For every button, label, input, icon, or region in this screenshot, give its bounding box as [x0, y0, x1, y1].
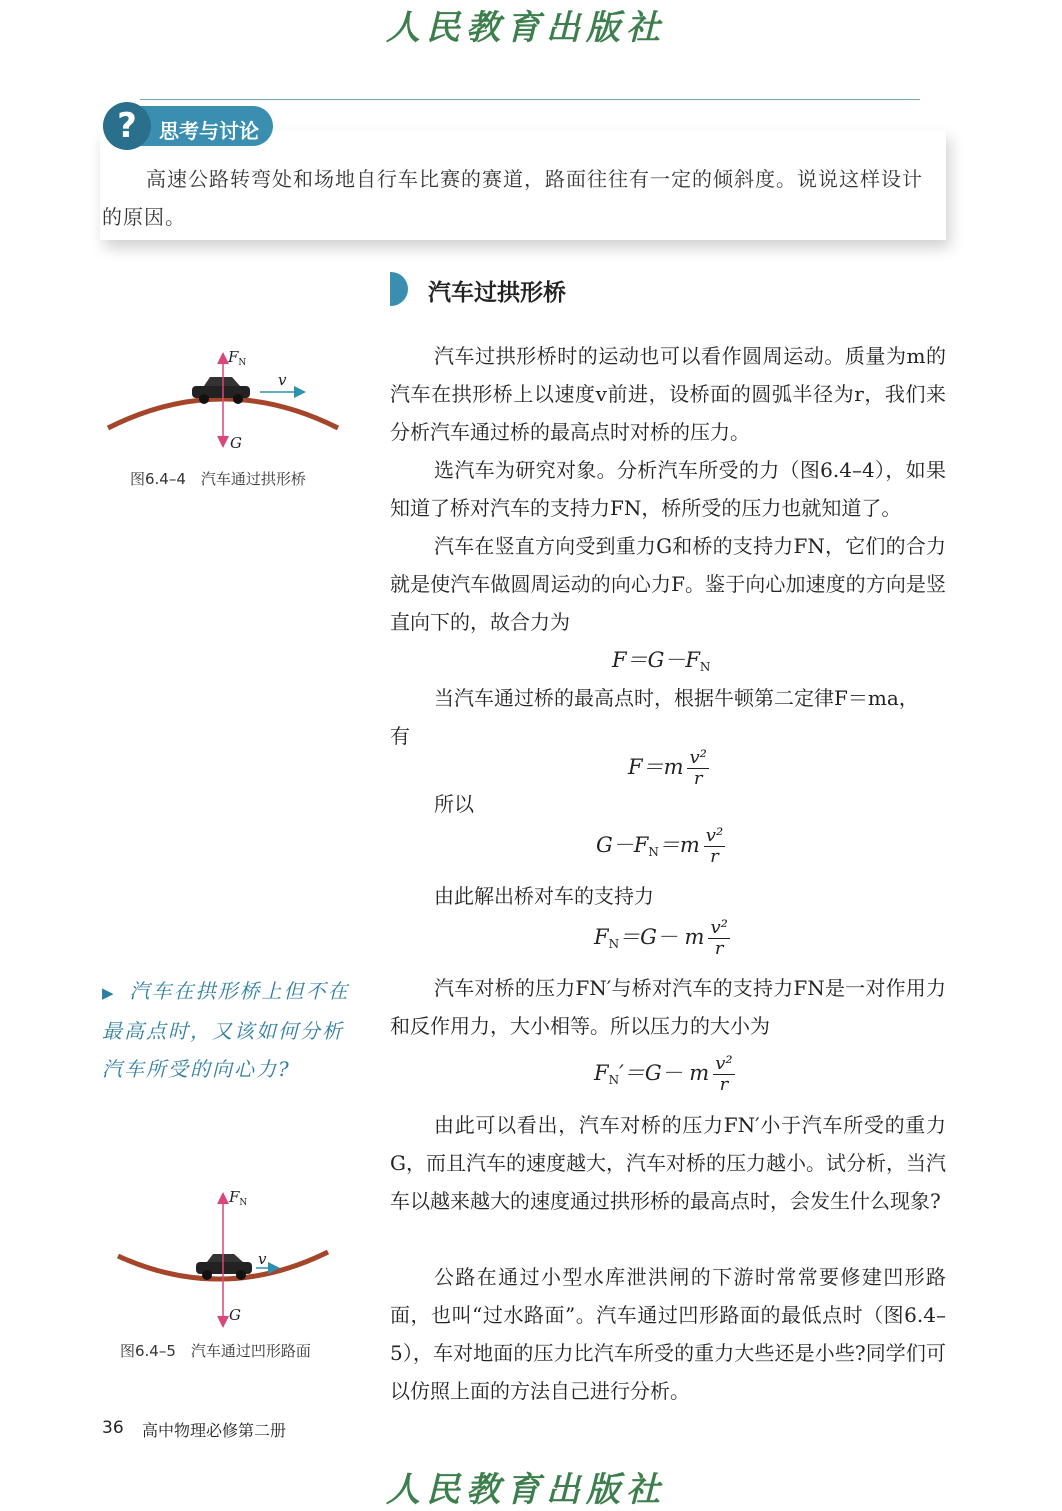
side-note-text: 汽车在拱形桥上但不在最高点时，又该如何分析汽车所受的向心力? [102, 979, 350, 1081]
paragraph-6: 由此解出桥对车的支持力 [434, 884, 654, 908]
figure-arch-bridge [100, 340, 350, 460]
paragraph-2: 选汽车为研究对象。分析汽车所受的力（图6.4–4），如果知道了桥对汽车的支持力FN，桥所受的压力也就知道了。 [390, 458, 946, 520]
book-title: 高中物理必修第二册 [142, 1421, 287, 1440]
section-title: 汽车过拱形桥 [428, 280, 566, 306]
paragraph-9: 公路在通过小型水库泄洪闸的下游时常常要修建凹形路面，也叫“过水路面”。汽车通过凹形路面的最低点时（图6.4–5），车对地面的压力比汽车所受的重力大些还是小些?同学们可以仿照上面的方法自己进行分析。 [390, 1265, 946, 1403]
think-discuss-title: 思考与讨论 [159, 119, 259, 143]
think-discuss-text: 高速公路转弯处和场地自行车比赛的赛道，路面往往有一定的倾斜度。说说这样设计的原因。 [102, 167, 923, 229]
label-g: G [229, 1306, 241, 1324]
side-note-marker-icon: ▶ [102, 984, 116, 1002]
label-v: v [278, 371, 287, 389]
think-discuss-badge [103, 106, 273, 146]
figure-1-caption: 图6.4–4 汽车通过拱形桥 [130, 470, 306, 488]
label-fn: $F_N$ [229, 1188, 248, 1208]
paragraph-3: 汽车在竖直方向受到重力G和桥的支持力FN，它们的合力就是使汽车做圆周运动的向心力F。鉴于向心加速度的方向是竖直向下的，故合力为 [390, 534, 946, 634]
page-number: 36 [102, 1418, 124, 1438]
question-icon: ? [103, 102, 151, 150]
paragraph-1: 汽车过拱形桥时的运动也可以看作圆周运动。质量为m的汽车在拱形桥上以速度v前进，设桥面的圆弧半径为r，我们来分析汽车通过桥的最高点时对桥的压力。 [390, 344, 946, 444]
formula-4: $F_N=G- m$ $\frac{\text{v²}}{r}$ [594, 917, 728, 959]
label-g: G [230, 434, 242, 452]
section-marker [390, 272, 408, 306]
label-v: v [258, 1250, 267, 1268]
figure-2-caption: 图6.4–5 汽车通过凹形路面 [120, 1342, 311, 1360]
paragraph-8: 由此可以看出，汽车对桥的压力FN′小于汽车所受的重力G，而且汽车的速度越大，汽车对桥的压力越小。试分析，当汽车以越来越大的速度通过拱形桥的最高点时，会发生什么现象? [390, 1113, 946, 1213]
formula-1: $F=G-F_N$ [612, 648, 711, 674]
paragraph-4-cont: 有 [390, 724, 410, 748]
figure-concave-road [110, 1180, 340, 1330]
side-note [102, 972, 352, 1088]
formula-5: $F_N'=G- m$ $\frac{\text{v²}}{r}$ [594, 1053, 733, 1095]
car-icon [196, 1254, 252, 1280]
think-divider [140, 99, 920, 100]
label-fn: $F_N$ [228, 348, 247, 368]
publisher-header: 人民教育出版社 [386, 8, 666, 48]
paragraph-7: 汽车对桥的压力FN′与桥对汽车的支持力FN是一对作用力和反作用力，大小相等。所以压力的大小为 [390, 976, 946, 1038]
formula-2: F＝m $\frac{\text{v²}}{r}$ [628, 747, 707, 789]
paragraph-4: 当汽车通过桥的最高点时，根据牛顿第二定律F＝ma， [434, 686, 919, 710]
paragraph-5: 所以 [434, 792, 474, 816]
publisher-footer: 人民教育出版社 [386, 1470, 666, 1510]
formula-3: $G-F_N=m$ $\frac{\text{v²}}{r}$ [596, 825, 724, 867]
